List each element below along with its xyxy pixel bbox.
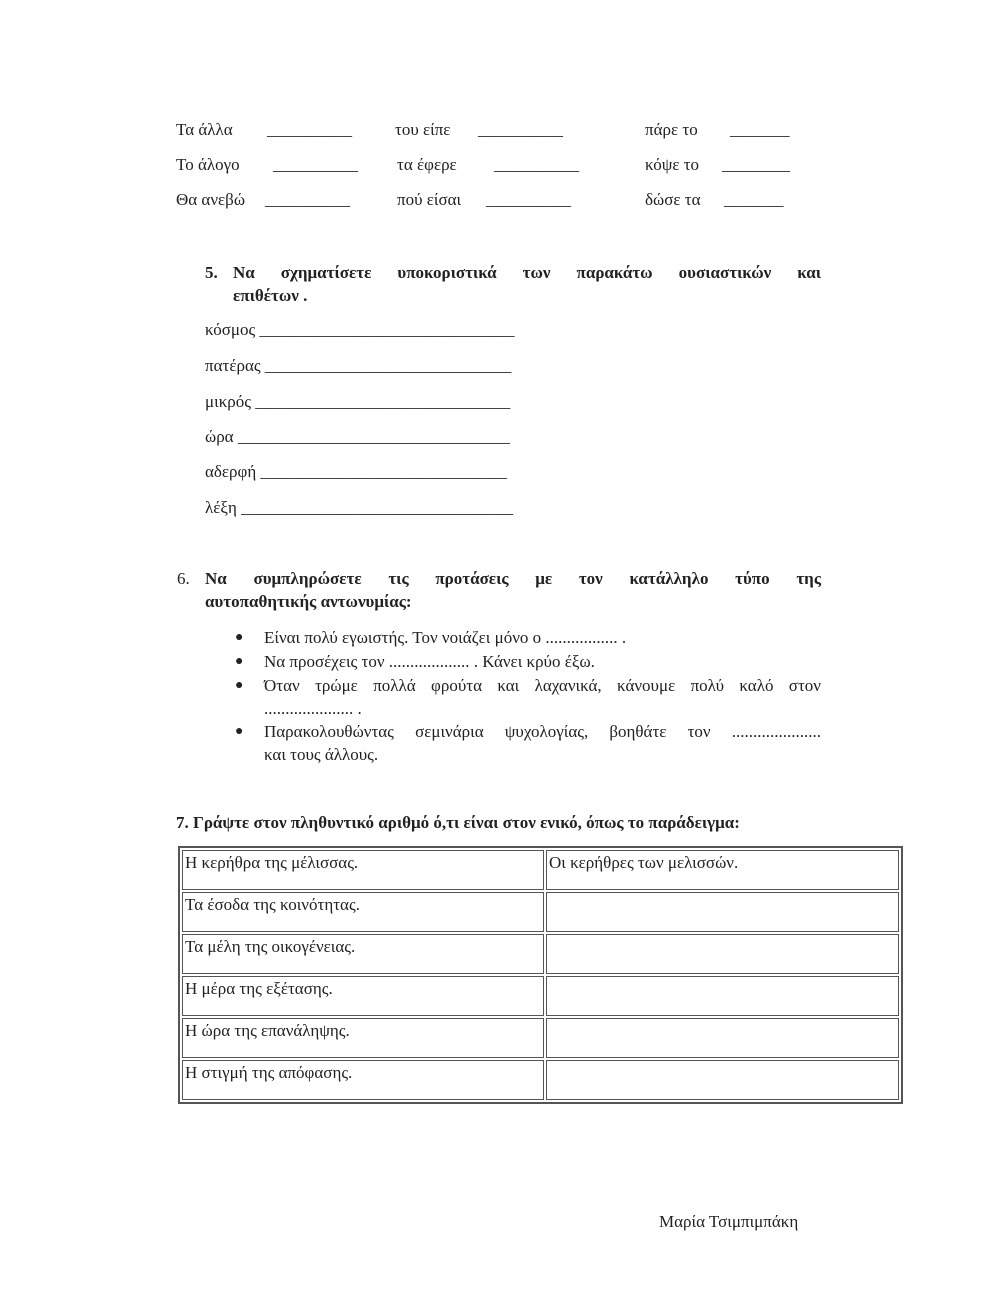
phrase-label: του είπε: [395, 120, 451, 139]
section-title-cont: αυτοπαθητικής αντωνυμίας:: [205, 592, 412, 611]
answer-blank: __________: [478, 120, 563, 139]
bullet-icon: ●: [235, 724, 244, 739]
bullet-icon: ●: [235, 654, 244, 669]
table-row: [182, 976, 899, 1016]
bullet-sentence-cont: ..................... .: [264, 699, 362, 718]
singular-cell: Τα μέλη της οικογένειας.: [182, 934, 544, 974]
phrase-label: Τα άλλα: [176, 120, 233, 139]
plural-cell[interactable]: [546, 1018, 899, 1058]
bullet-icon: ●: [235, 678, 244, 693]
phrase-label: πού είσαι: [397, 190, 462, 209]
diminutive-item: αδερφή _____________________________: [205, 462, 507, 481]
diminutive-item: ώρα ________________________________: [205, 427, 510, 446]
answer-blank: _______: [730, 120, 790, 139]
singular-cell: Τα έσοδα της κοινότητας.: [182, 892, 544, 932]
singular-cell: Η στιγμή της απόφασης.: [182, 1060, 544, 1100]
answer-blank: __________: [267, 120, 352, 139]
phrase-label: πάρε το: [645, 120, 698, 139]
plural-cell[interactable]: [546, 1060, 899, 1100]
section-number: 6.: [177, 569, 190, 588]
answer-blank: ________: [722, 155, 790, 174]
bullet-sentence: Να προσέχεις τον ................... . Κάνει κρύο έξω.: [264, 652, 595, 671]
section-title: 7. Γράψτε στον πληθυντικό αριθμό ό,τι είναι στον ενικό, όπως το παράδειγμα:: [176, 813, 740, 832]
answer-blank: __________: [265, 190, 350, 209]
bullet-sentence: Είναι πολύ εγωιστής. Τον νοιάζει μόνο ο ................. .: [264, 628, 627, 647]
answer-blank: _______: [724, 190, 784, 209]
plural-cell[interactable]: Οι κερήθρες των μελισσών.: [546, 850, 899, 890]
section-number: 5.: [205, 263, 218, 282]
answer-blank: __________: [486, 190, 571, 209]
section-title: Να σχηματίσετε υποκοριστικά των παρακάτω ουσιαστικών και: [233, 263, 821, 282]
section-title-cont: επιθέτων .: [233, 286, 308, 305]
bullet-sentence: Παρακολουθώντας σεμινάρια ψυχολογίας, βοηθάτε τον .....................: [264, 722, 821, 741]
plural-table: [178, 846, 903, 1104]
diminutive-item: λέξη ________________________________: [205, 498, 514, 517]
table-row: [182, 850, 899, 890]
table-row: [182, 892, 899, 932]
singular-cell: Η ώρα της επανάληψης.: [182, 1018, 544, 1058]
table-row: [182, 934, 899, 974]
bullet-icon: ●: [235, 630, 244, 645]
phrase-label: Θα ανεβώ: [176, 190, 246, 209]
table-row: [182, 1060, 899, 1100]
plural-cell[interactable]: [546, 976, 899, 1016]
phrase-label: τα έφερε: [397, 155, 457, 174]
phrase-label: δώσε τα: [645, 190, 701, 209]
section-title: Να συμπληρώσετε τις προτάσεις με τον κατάλληλο τύπο της: [205, 569, 821, 588]
phrase-label: Το άλογο: [176, 155, 240, 174]
bullet-sentence: Όταν τρώμε πολλά φρούτα και λαχανικά, κάνουμε πολύ καλό στον: [264, 676, 821, 695]
singular-cell: Η μέρα της εξέτασης.: [182, 976, 544, 1016]
plural-cell[interactable]: [546, 934, 899, 974]
diminutive-item: πατέρας _____________________________: [205, 356, 512, 375]
singular-cell: Η κερήθρα της μέλισσας.: [182, 850, 544, 890]
answer-blank: __________: [273, 155, 358, 174]
diminutive-item: μικρός ______________________________: [205, 392, 511, 411]
diminutive-item: κόσμος ______________________________: [205, 320, 515, 339]
author-name: Μαρία Τσιμπιμπάκη: [659, 1212, 799, 1231]
plural-cell[interactable]: [546, 892, 899, 932]
answer-blank: __________: [494, 155, 579, 174]
table-row: [182, 1018, 899, 1058]
phrase-label: κόψε το: [645, 155, 700, 174]
bullet-sentence-cont: και τους άλλους.: [264, 745, 379, 764]
